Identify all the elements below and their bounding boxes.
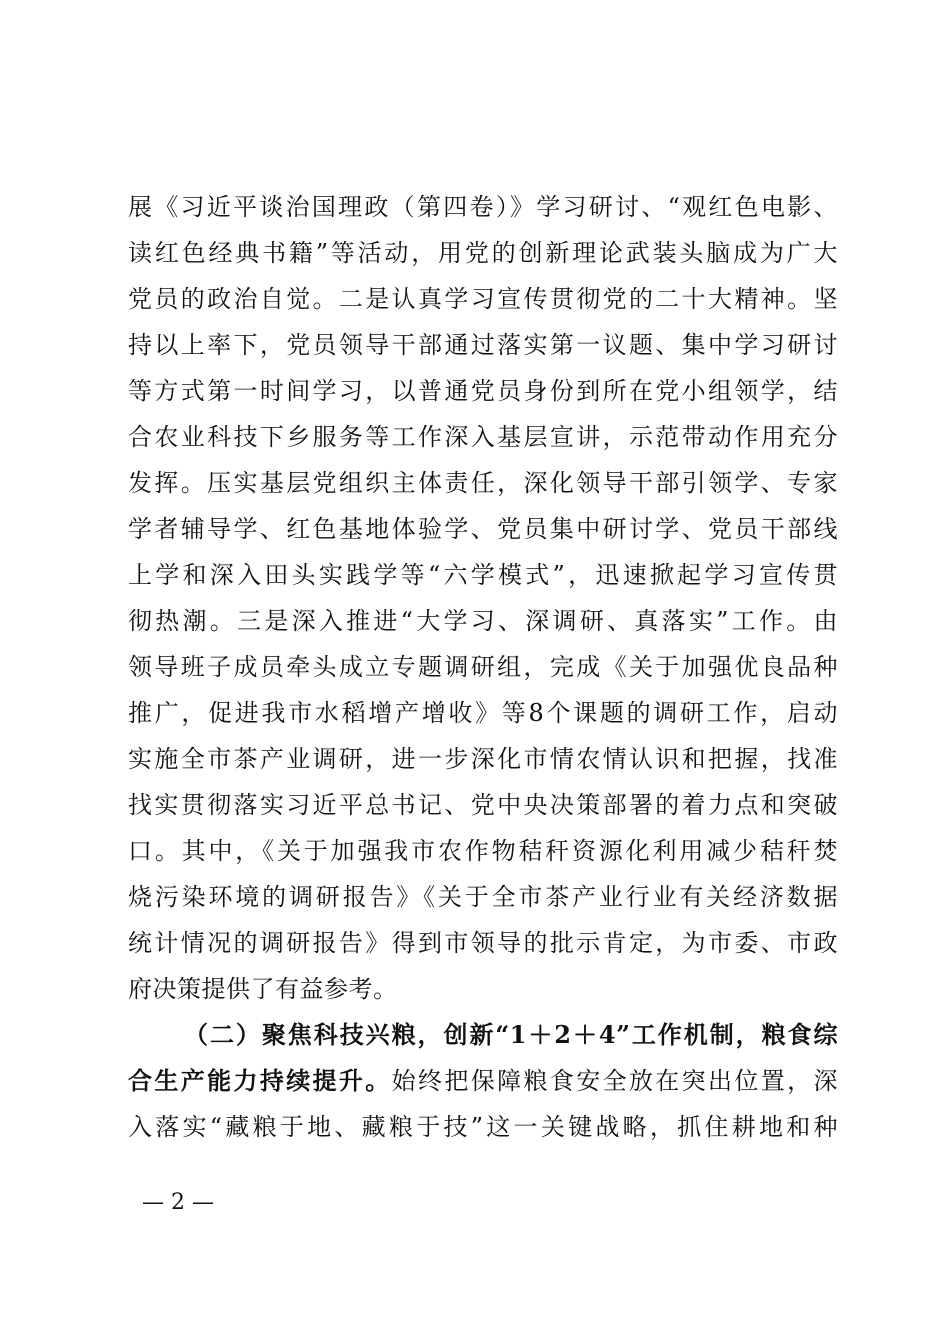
text-line: 实施全市茶产业调研，进一步深化市情农情认识和把握，找准 [128, 745, 838, 773]
text-line: 等方式第一时间学习，以普通党员身份到所在党小组领学，结 [128, 377, 838, 405]
text-line: 领导班子成员牵头成立专题调研组，完成《关于加强优良品种 [128, 653, 838, 681]
body-text [128, 184, 838, 1150]
heading-continuation-line [128, 1058, 838, 1104]
text-line: 上学和深入田头实践学等“六学模式”，迅速掀起学习宣传贯 [128, 561, 838, 589]
text-line: 统计情况的调研报告》得到市领导的批示肯定，为市委、市政 [128, 929, 838, 957]
text-line: 彻热潮。三是深入推进“大学习、深调研、真落实”工作。由 [128, 607, 838, 635]
text-line: 入落实“藏粮于地、藏粮于技”这一关键战略，抓住耕地和种 [128, 1113, 838, 1141]
text-line: 党员的政治自觉。二是认真学习宣传贯彻党的二十大精神。坚 [128, 285, 838, 313]
text-line: 推广，促进我市水稻增产增收》等8个课题的调研工作，启动 [128, 699, 838, 727]
page-number: — 2 — [142, 1190, 214, 1215]
text-line: 口。其中，《关于加强我市农作物秸秆资源化利用减少秸秆焚 [128, 837, 838, 865]
text-line: 读红色经典书籍”等活动，用党的创新理论武装头脑成为广大 [128, 239, 838, 267]
text-line: 学者辅导学、红色基地体验学、党员集中研讨学、党员干部线 [128, 515, 838, 543]
text-line: 找实贯彻落实习近平总书记、党中央决策部署的着力点和突破 [128, 791, 838, 819]
section-heading-text: （二）聚焦科技兴粮，创新“1＋2＋4”工作机制，粮食综 [184, 1020, 838, 1049]
text-line: 府决策提供了有益参考。 [128, 975, 398, 1003]
text-line: 发挥。压实基层党组织主体责任，深化领导干部引领学、专家 [128, 469, 838, 497]
text-line: 合农业科技下乡服务等工作深入基层宣讲，示范带动作用充分 [128, 423, 838, 451]
section-heading-end: 合生产能力持续提升。 [128, 1066, 392, 1095]
paragraph-text: 始终把保障粮食安全放在突出位置，深 [391, 1067, 839, 1095]
text-line: 持以上率下，党员领导干部通过落实第一议题、集中学习研讨 [128, 331, 838, 359]
text-line: 烧污染环境的调研报告》《关于全市茶产业行业有关经济数据 [128, 883, 838, 911]
text-line: 展《习近平谈治国理政（第四卷）》学习研讨、“观红色电影、 [128, 193, 838, 221]
section-heading [128, 1012, 838, 1058]
